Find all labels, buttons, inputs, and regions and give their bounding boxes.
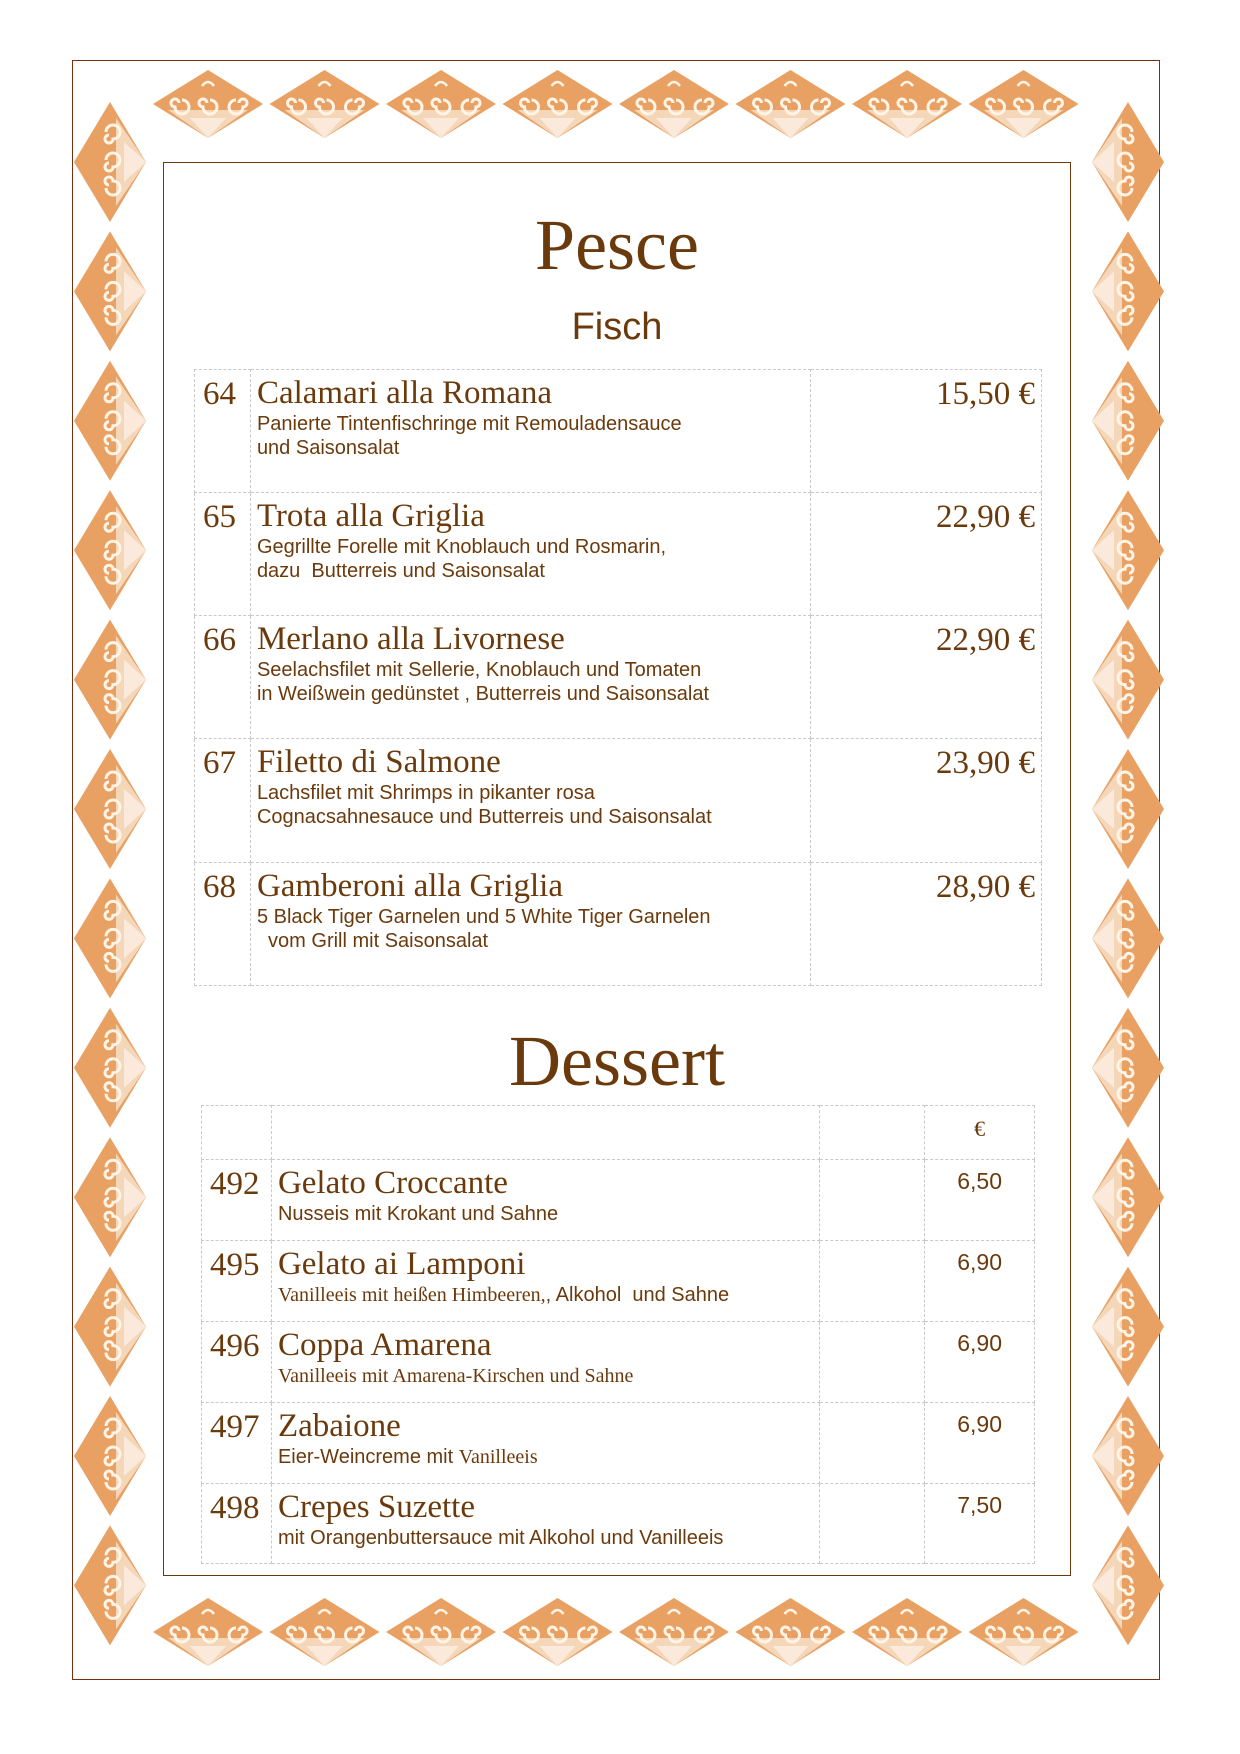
dish-description: Seelachsfilet mit Sellerie, Knoblauch und Tomaten [256,659,702,681]
item-cell [271,1160,819,1241]
item-cell [271,1403,819,1484]
dish-description: in Weißwein gedünstet , Butterreis und Saisonsalat [256,683,710,705]
item-number: 67 [195,739,251,863]
item-price: 7,50 [925,1484,1035,1564]
item-cell [271,1241,819,1322]
item-cell [250,370,810,493]
pesce-row [195,863,1042,986]
section-title-pesce: Pesce [535,205,699,285]
dessert-table [201,1105,1035,1564]
dish-name: Merlano alla Livornese [256,621,565,657]
currency-header: € [925,1106,1035,1160]
item-number: 492 [202,1160,272,1241]
dish-description [278,1445,819,1469]
dessert-row [202,1241,1035,1322]
desc-sans-part: , Alkohol und Sahne [545,1284,730,1306]
pesce-row [195,616,1042,739]
desc-serif-part: Vanilleeis mit heißen Himbeeren, [277,1284,546,1306]
dish-description: Lachsfilet mit Shrimps in pikanter rosa [256,782,595,804]
pesce-row [195,739,1042,863]
item-price: 6,50 [925,1160,1035,1241]
dessert-row [202,1484,1035,1564]
item-cell [271,1484,819,1564]
desc-sans-part: Nusseis mit Krokant und Sahne [277,1203,559,1225]
dish-description [278,1283,819,1307]
dish-description [278,1364,819,1388]
dish-name: Gelato Croccante [277,1165,508,1201]
dessert-row [202,1322,1035,1403]
dish-name: Trota alla Griglia [256,498,485,534]
desc-sans-part: Eier-Weincreme mit [277,1446,459,1468]
section-title-dessert: Dessert [509,1021,725,1101]
dish-name: Gelato ai Lamponi [277,1246,526,1282]
menu-panel [163,162,1071,1576]
dish-description [278,1526,819,1550]
desc-serif-part: Vanilleeis mit Amarena-Kirschen und Sahne [277,1365,634,1387]
item-cell [250,616,810,739]
dish-description: Gegrillte Forelle mit Knoblauch und Rosmarin, [256,536,667,558]
dish-description: Cognacsahnesauce und Butterreis und Saisonsalat [256,806,712,828]
dessert-header-row [202,1106,1035,1160]
item-cell [271,1322,819,1403]
dish-name: Gamberoni alla Griglia [256,868,563,904]
dish-name: Zabaione [277,1408,401,1444]
empty-cell [819,1403,925,1484]
dish-description: Panierte Tintenfischringe mit Remouladensauce [256,413,682,435]
dish-name: Coppa Amarena [277,1327,492,1363]
dessert-row [202,1403,1035,1484]
dish-description: dazu Butterreis und Saisonsalat [256,560,545,582]
pesce-table [194,369,1042,986]
item-number: 496 [202,1322,272,1403]
item-price: 23,90 € [810,739,1041,863]
empty-cell [819,1241,925,1322]
item-cell [250,863,810,986]
item-price: 6,90 [925,1322,1035,1403]
item-cell [250,493,810,616]
desc-serif-part: Vanilleeis [458,1446,538,1468]
empty-cell [819,1484,925,1564]
section-subtitle-fisch: Fisch [571,306,663,348]
dessert-row [202,1160,1035,1241]
item-price: 6,90 [925,1403,1035,1484]
item-number: 68 [195,863,251,986]
item-number: 64 [195,370,251,493]
dish-description: und Saisonsalat [256,437,400,459]
empty-cell [819,1322,925,1403]
desc-sans-part: mit Orangenbuttersauce mit Alkohol und Vanilleeis [277,1527,724,1549]
item-number: 65 [195,493,251,616]
item-price: 22,90 € [810,616,1041,739]
dish-description: 5 Black Tiger Garnelen und 5 White Tiger Garnelen [256,906,711,928]
item-number: 495 [202,1241,272,1322]
empty-cell [819,1160,925,1241]
dish-name: Calamari alla Romana [256,375,552,411]
pesce-row [195,493,1042,616]
item-price: 28,90 € [810,863,1041,986]
pesce-row [195,370,1042,493]
item-number: 498 [202,1484,272,1564]
item-number: 497 [202,1403,272,1484]
dish-name: Filetto di Salmone [256,744,501,780]
item-price: 22,90 € [810,493,1041,616]
dish-description [278,1202,819,1226]
item-price: 15,50 € [810,370,1041,493]
dish-name: Crepes Suzette [277,1489,475,1525]
dish-description: vom Grill mit Saisonsalat [256,930,489,952]
item-number: 66 [195,616,251,739]
item-cell [250,739,810,863]
item-price: 6,90 [925,1241,1035,1322]
